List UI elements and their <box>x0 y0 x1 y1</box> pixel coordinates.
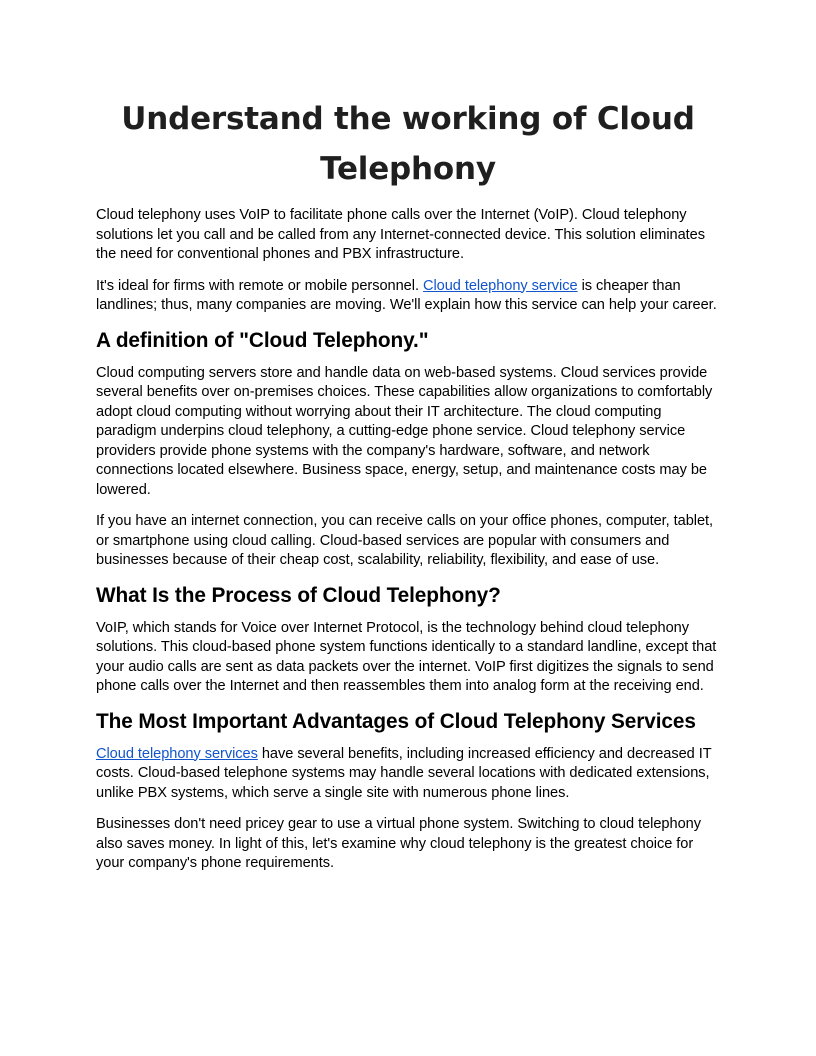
advantages-paragraph-1-tail: have several benefits, including increased efficiency and decreased IT costs. Cloud-based telephone systems may handle several locations with dedicated extensions, unlike PBX systems, which serve a single site with numerous phone lines. <box>96 745 712 801</box>
advantages-paragraph-1 <box>96 745 720 804</box>
section-heading-process: What Is the Process of Cloud Telephony? <box>96 583 501 607</box>
advantages-paragraph-2: Businesses don't need pricey gear to use a virtual phone system. Switching to cloud telephony also saves money. In light of this, let's examine why cloud telephony is the greatest choice for your company's phone requirements. <box>96 816 701 871</box>
definition-paragraph-2: If you have an internet connection, you can receive calls on your office phones, computer, tablet, or smartphone using cloud calling. Cloud-based services are popular with consumers and businesses because of their cheap cost, scalability, reliability, flexibility, and ease of use. <box>96 513 714 568</box>
page-title <box>96 94 720 194</box>
title-line-2: Telephony <box>320 151 496 187</box>
definition-paragraph-1: Cloud computing servers store and handle data on web-based systems. Cloud services provide several benefits over on-premises choices. These capabilities allow organizations to comfortably adopt cloud computing without worrying about their IT architecture. The cloud computing paradigm underpins cloud telephony, a cutting-edge phone service. Cloud telephony service providers provide phone systems with the company's hardware, software, and network connections located elsewhere. Business space, energy, setup, and maintenance costs may be lowered. <box>96 364 713 498</box>
intro-paragraph-1: Cloud telephony uses VoIP to facilitate phone calls over the Internet (VoIP). Cloud telephony solutions let you call and be called from any Internet-connected device. This solution eliminates the need for conventional phones and PBX infrastructure. <box>96 207 705 262</box>
cloud-telephony-service-link[interactable]: Cloud telephony service <box>422 277 578 294</box>
section-heading-definition: A definition of "Cloud Telephony." <box>96 328 429 352</box>
title-line-1: Understand the working of Cloud <box>121 101 695 137</box>
intro-paragraph-2 <box>96 277 720 316</box>
cloud-telephony-services-link[interactable]: Cloud telephony services <box>96 745 258 762</box>
intro-paragraph-2-lead: It's ideal for firms with remote or mobile personnel. <box>96 277 423 294</box>
process-paragraph-1: VoIP, which stands for Voice over Internet Protocol, is the technology behind cloud telephony solutions. This cloud-based phone system functions identically to a standard landline, except that your audio calls are sent as data packets over the internet. VoIP first digitizes the signals to send phone calls over the Internet and then reassembles them into analog form at the receiving end. <box>96 619 717 694</box>
intro-paragraph-2-tail: is cheaper than landlines; thus, many companies are moving. We'll explain how this service can help your career. <box>96 277 717 313</box>
section-heading-advantages: The Most Important Advantages of Cloud Telephony Services <box>96 709 696 733</box>
document-page <box>96 94 720 886</box>
